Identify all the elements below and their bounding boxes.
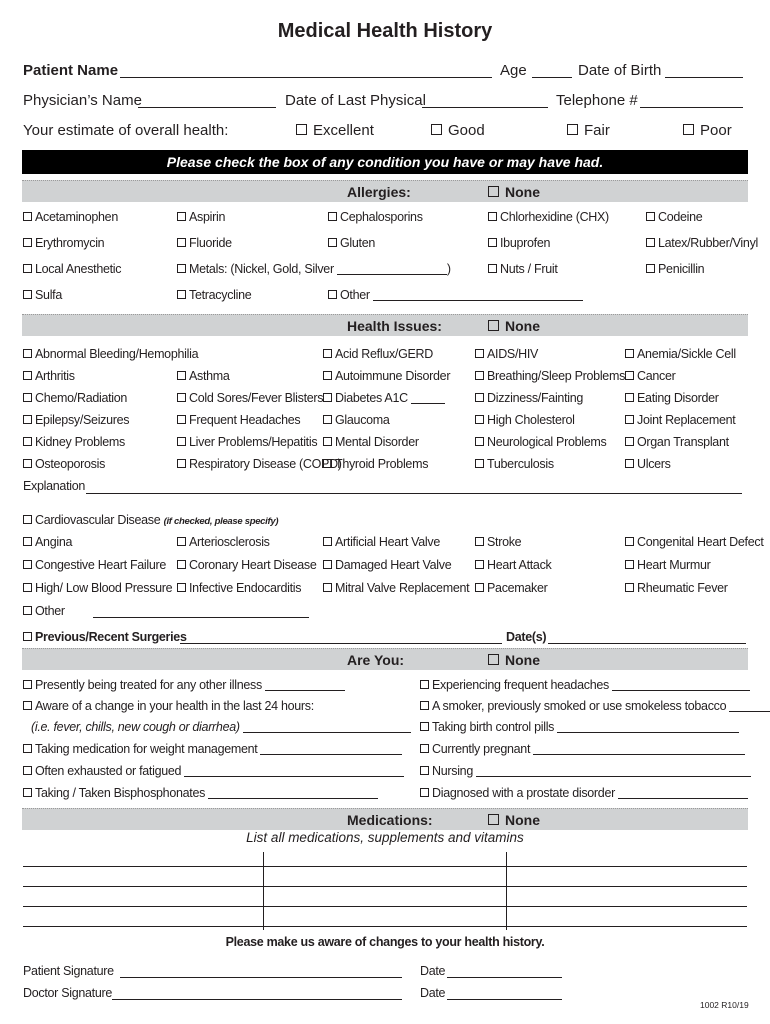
dob-field[interactable]: [665, 77, 743, 78]
medication-line[interactable]: [23, 906, 747, 907]
allergy-option[interactable]: Nuts / Fruit: [488, 262, 558, 276]
cardio-condition-option[interactable]: Heart Attack: [475, 558, 552, 572]
checkbox[interactable]: [323, 437, 332, 446]
are-you-option[interactable]: A smoker, previously smoked or use smokeless tobacco: [420, 699, 770, 713]
health-issue-option[interactable]: Glaucoma: [323, 413, 390, 427]
checkbox[interactable]: [323, 415, 332, 424]
checkbox[interactable]: [177, 560, 186, 569]
patient-name-label: Patient Name: [23, 62, 119, 79]
checkbox[interactable]: [475, 583, 484, 592]
write-in-field[interactable]: [411, 403, 445, 404]
are-you-option[interactable]: Taking birth control pills: [420, 720, 739, 734]
explanation-label: Explanation: [23, 479, 86, 493]
surgeries-dates-field[interactable]: [548, 643, 746, 644]
allergy-option[interactable]: Penicillin: [646, 262, 704, 276]
allergy-option[interactable]: Metals: (Nickel, Gold, Silver ): [177, 262, 451, 276]
are-you-title: Are You:: [347, 652, 405, 668]
are-you-none-option[interactable]: None: [488, 652, 540, 668]
checkbox[interactable]: [323, 583, 332, 592]
allergies-title: Allergies:: [347, 184, 411, 200]
health-issue-option[interactable]: Asthma: [177, 369, 230, 383]
write-in-field[interactable]: [557, 732, 739, 733]
health-issues-section-header: [22, 314, 748, 336]
checkbox[interactable]: [23, 393, 32, 402]
health-issue-option[interactable]: Autoimmune Disorder: [323, 369, 450, 383]
checkbox[interactable]: [177, 459, 186, 468]
checkbox[interactable]: [420, 766, 429, 775]
cardio-condition-option[interactable]: Mitral Valve Replacement: [323, 581, 469, 595]
health-issue-option[interactable]: Mental Disorder: [323, 435, 419, 449]
last-physical-field[interactable]: [422, 107, 548, 108]
allergy-option[interactable]: Chlorhexidine (CHX): [488, 210, 609, 224]
medications-section-header: [22, 808, 748, 830]
doctor-signature-field[interactable]: [112, 999, 402, 1000]
surgeries-field[interactable]: [180, 643, 502, 644]
patient-signature-label: Patient Signature: [23, 964, 114, 978]
checkbox[interactable]: [475, 415, 484, 424]
are-you-option: (i.e. fever, chills, new cough or diarrhea): [31, 720, 411, 734]
write-in-field[interactable]: [612, 690, 750, 691]
patient-signature-field[interactable]: [120, 977, 402, 978]
checkbox[interactable]: [420, 701, 429, 710]
are-you-option[interactable]: Nursing: [420, 764, 751, 778]
checkbox[interactable]: [23, 212, 32, 221]
checkbox[interactable]: [23, 701, 32, 710]
cardio-option[interactable]: Cardiovascular Disease (if checked, please specify): [23, 513, 278, 527]
checkbox[interactable]: [23, 415, 32, 424]
health-issue-option[interactable]: Acid Reflux/GERD: [323, 347, 433, 361]
health-issue-option[interactable]: Abnormal Bleeding/Hemophilia: [23, 347, 198, 361]
allergy-option[interactable]: Tetracycline: [177, 288, 251, 302]
are-you-option[interactable]: Presently being treated for any other illness: [23, 678, 345, 692]
write-in-field[interactable]: [265, 690, 345, 691]
write-in-field[interactable]: [208, 798, 378, 799]
patient-name-field[interactable]: [120, 77, 492, 78]
health-option-good[interactable]: Good: [431, 122, 485, 139]
allergy-option[interactable]: Fluoride: [177, 236, 232, 250]
checkbox[interactable]: [475, 459, 484, 468]
checkbox[interactable]: [646, 212, 655, 221]
health-issue-option[interactable]: Joint Replacement: [625, 413, 735, 427]
cardio-condition-option[interactable]: Congenital Heart Defect: [625, 535, 764, 549]
write-in-field[interactable]: [243, 732, 411, 733]
health-issue-option[interactable]: Diabetes A1C: [323, 391, 445, 405]
checkbox[interactable]: [625, 537, 634, 546]
cardio-other-option[interactable]: Other: [23, 604, 65, 618]
are-you-option[interactable]: Taking medication for weight management: [23, 742, 402, 756]
checkbox[interactable]: [23, 766, 32, 775]
medication-line[interactable]: [23, 886, 747, 887]
checkbox[interactable]: [625, 437, 634, 446]
health-issue-option[interactable]: Frequent Headaches: [177, 413, 300, 427]
are-you-option[interactable]: Aware of a change in your health in the last 24 hours:: [23, 699, 314, 713]
checkbox[interactable]: [177, 415, 186, 424]
dob-label: Date of Birth: [578, 62, 662, 79]
cardio-condition-option[interactable]: Coronary Heart Disease: [177, 558, 316, 572]
checkbox[interactable]: [420, 722, 429, 731]
checkbox[interactable]: [488, 320, 499, 331]
health-issue-option[interactable]: Organ Transplant: [625, 435, 729, 449]
checkbox[interactable]: [488, 186, 499, 197]
checkbox[interactable]: [625, 415, 634, 424]
surgeries-dates-label: Date(s): [506, 630, 547, 644]
checkbox[interactable]: [23, 606, 32, 615]
health-issue-option[interactable]: Kidney Problems: [23, 435, 125, 449]
checkbox[interactable]: [646, 238, 655, 247]
surgeries-option[interactable]: Previous/Recent Surgeries: [23, 630, 187, 644]
checkbox[interactable]: [625, 459, 634, 468]
medications-divider: [506, 852, 507, 930]
cardio-condition-option[interactable]: High/ Low Blood Pressure: [23, 581, 172, 595]
checkbox[interactable]: [475, 393, 484, 402]
cardio-condition-option[interactable]: Angina: [23, 535, 72, 549]
checkbox[interactable]: [328, 212, 337, 221]
cardio-note: (if checked, please specify): [163, 516, 279, 527]
checkbox[interactable]: [23, 680, 32, 689]
cardio-condition-option[interactable]: Congestive Heart Failure: [23, 558, 166, 572]
checkbox[interactable]: [323, 393, 332, 402]
allergy-option[interactable]: Ibuprofen: [488, 236, 550, 250]
are-you-option[interactable]: Taking / Taken Bisphosphonates: [23, 786, 378, 800]
health-issues-title: Health Issues:: [347, 318, 442, 334]
allergy-option[interactable]: Sulfa: [23, 288, 62, 302]
health-option-excellent[interactable]: Excellent: [296, 122, 374, 139]
cardio-condition-option[interactable]: Rheumatic Fever: [625, 581, 728, 595]
checkbox[interactable]: [23, 264, 32, 273]
checkbox[interactable]: [23, 459, 32, 468]
form-code: 1002 R10/19: [700, 1000, 749, 1010]
health-issue-option[interactable]: Eating Disorder: [625, 391, 719, 405]
instruction-banner: Please check the box of any condition you have or may have had.: [22, 150, 748, 174]
checkbox[interactable]: [23, 371, 32, 380]
explanation-field[interactable]: [86, 493, 742, 494]
medications-divider: [263, 852, 264, 930]
allergies-section-header: [22, 180, 748, 202]
health-issue-option[interactable]: Cancer: [625, 369, 676, 383]
checkbox[interactable]: [23, 537, 32, 546]
checkbox[interactable]: [625, 393, 634, 402]
cardio-condition-option[interactable]: Damaged Heart Valve: [323, 558, 451, 572]
checkbox[interactable]: [488, 814, 499, 825]
cardio-condition-option[interactable]: Stroke: [475, 535, 521, 549]
medication-line[interactable]: [23, 866, 747, 867]
medications-subtitle: List all medications, supplements and vitamins: [246, 830, 524, 845]
allergy-option[interactable]: Local Anesthetic: [23, 262, 121, 276]
write-in-field[interactable]: [533, 754, 745, 755]
checkbox[interactable]: [625, 371, 634, 380]
health-issue-option[interactable]: Tuberculosis: [475, 457, 554, 471]
health-issue-option[interactable]: Cold Sores/Fever Blisters: [177, 391, 323, 405]
cardio-condition-option[interactable]: Arteriosclerosis: [177, 535, 270, 549]
checkbox[interactable]: [323, 371, 332, 380]
checkbox[interactable]: [328, 290, 337, 299]
checkbox[interactable]: [177, 583, 186, 592]
medication-line[interactable]: [23, 926, 747, 927]
checkbox[interactable]: [296, 124, 307, 135]
checkbox[interactable]: [177, 238, 186, 247]
checkbox[interactable]: [23, 560, 32, 569]
are-you-option[interactable]: Often exhausted or fatigued: [23, 764, 404, 778]
health-issue-option[interactable]: Epilepsy/Seizures: [23, 413, 129, 427]
health-issue-option[interactable]: Arthritis: [23, 369, 75, 383]
health-issue-option[interactable]: Liver Problems/Hepatitis: [177, 435, 317, 449]
checkbox[interactable]: [683, 124, 694, 135]
health-issue-option[interactable]: Respiratory Disease (COPD): [177, 457, 342, 471]
write-in-field[interactable]: [618, 798, 748, 799]
allergy-option[interactable]: Other: [328, 288, 583, 302]
checkbox[interactable]: [177, 290, 186, 299]
allergy-option[interactable]: Codeine: [646, 210, 702, 224]
checkbox[interactable]: [475, 560, 484, 569]
checkbox[interactable]: [420, 680, 429, 689]
last-physical-label: Date of Last Physical: [285, 92, 426, 109]
checkbox[interactable]: [625, 560, 634, 569]
telephone-label: Telephone #: [556, 92, 638, 109]
health-issue-option[interactable]: Dizziness/Fainting: [475, 391, 583, 405]
allergy-option[interactable]: Erythromycin: [23, 236, 104, 250]
health-issue-option[interactable]: Chemo/Radiation: [23, 391, 127, 405]
checkbox[interactable]: [323, 537, 332, 546]
doctor-signature-label: Doctor Signature: [23, 986, 112, 1000]
checkbox[interactable]: [420, 744, 429, 753]
medications-none-option[interactable]: None: [488, 812, 540, 828]
checkbox[interactable]: [567, 124, 578, 135]
health-issue-option[interactable]: Neurological Problems: [475, 435, 606, 449]
are-you-option[interactable]: Currently pregnant: [420, 742, 745, 756]
checkbox[interactable]: [23, 238, 32, 247]
checkbox[interactable]: [177, 212, 186, 221]
health-option-fair[interactable]: Fair: [567, 122, 610, 139]
checkbox[interactable]: [625, 349, 634, 358]
physician-field[interactable]: [138, 107, 276, 108]
checkbox[interactable]: [625, 583, 634, 592]
checkbox[interactable]: [323, 459, 332, 468]
cardio-other-field[interactable]: [93, 617, 309, 618]
checkbox[interactable]: [23, 788, 32, 797]
are-you-section-header: [22, 648, 748, 670]
medications-title: Medications:: [347, 812, 433, 828]
cardio-condition-option[interactable]: Infective Endocarditis: [177, 581, 301, 595]
checkbox[interactable]: [323, 349, 332, 358]
allergy-option[interactable]: Acetaminophen: [23, 210, 118, 224]
write-in-field[interactable]: [476, 776, 751, 777]
checkbox[interactable]: [23, 349, 32, 358]
write-in-field[interactable]: [729, 711, 770, 712]
cardio-condition-option[interactable]: Artificial Heart Valve: [323, 535, 440, 549]
patient-date-label: Date: [420, 964, 446, 978]
health-issue-option[interactable]: Anemia/Sickle Cell: [625, 347, 736, 361]
health-issue-option[interactable]: Ulcers: [625, 457, 671, 471]
checkbox[interactable]: [23, 290, 32, 299]
are-you-option[interactable]: Diagnosed with a prostate disorder: [420, 786, 748, 800]
write-in-field[interactable]: [373, 300, 583, 301]
health-issue-option[interactable]: AIDS/HIV: [475, 347, 538, 361]
checkbox[interactable]: [177, 437, 186, 446]
are-you-option[interactable]: Experiencing frequent headaches: [420, 678, 750, 692]
age-label: Age: [500, 62, 527, 79]
checkbox[interactable]: [475, 349, 484, 358]
checkbox[interactable]: [323, 560, 332, 569]
checkbox[interactable]: [488, 212, 497, 221]
cardio-condition-option[interactable]: Heart Murmur: [625, 558, 711, 572]
checkbox[interactable]: [23, 437, 32, 446]
physician-label: Physician’s Name: [23, 92, 142, 109]
health-issue-option[interactable]: High Cholesterol: [475, 413, 575, 427]
checkbox[interactable]: [475, 537, 484, 546]
checkbox[interactable]: [488, 238, 497, 247]
checkbox[interactable]: [475, 437, 484, 446]
health-issue-option[interactable]: Breathing/Sleep Problems: [475, 369, 625, 383]
allergy-option[interactable]: Latex/Rubber/Vinyl: [646, 236, 758, 250]
health-issue-option[interactable]: Thyroid Problems: [323, 457, 428, 471]
checkbox[interactable]: [177, 393, 186, 402]
changes-notice: Please make us aware of changes to your health history.: [225, 935, 545, 949]
checkbox[interactable]: [420, 788, 429, 797]
doctor-date-label: Date: [420, 986, 446, 1000]
checkbox[interactable]: [328, 238, 337, 247]
allergy-option[interactable]: Cephalosporins: [328, 210, 423, 224]
health-issue-option[interactable]: Osteoporosis: [23, 457, 105, 471]
checkbox[interactable]: [431, 124, 442, 135]
telephone-field[interactable]: [640, 107, 743, 108]
checkbox[interactable]: [646, 264, 655, 273]
checkbox[interactable]: [475, 371, 484, 380]
patient-date-field[interactable]: [447, 977, 562, 978]
checkbox[interactable]: [177, 264, 186, 273]
checkbox[interactable]: [23, 632, 32, 641]
write-in-field[interactable]: [260, 754, 402, 755]
write-in-field[interactable]: [337, 274, 447, 275]
doctor-date-field[interactable]: [447, 999, 562, 1000]
checkbox[interactable]: [177, 537, 186, 546]
checkbox[interactable]: [23, 583, 32, 592]
health-issues-none-option[interactable]: None: [488, 318, 540, 334]
checkbox[interactable]: [177, 371, 186, 380]
write-in-field[interactable]: [184, 776, 404, 777]
allergies-none-option[interactable]: None: [488, 184, 540, 200]
checkbox[interactable]: [23, 744, 32, 753]
cardio-condition-option[interactable]: Pacemaker: [475, 581, 548, 595]
checkbox[interactable]: [23, 515, 32, 524]
health-estimate-label: Your estimate of overall health:: [23, 122, 229, 139]
allergy-option[interactable]: Gluten: [328, 236, 375, 250]
allergy-option[interactable]: Aspirin: [177, 210, 225, 224]
health-option-poor[interactable]: Poor: [683, 122, 732, 139]
checkbox[interactable]: [488, 654, 499, 665]
age-field[interactable]: [532, 77, 572, 78]
checkbox[interactable]: [488, 264, 497, 273]
page-title: Medical Health History: [277, 20, 493, 42]
